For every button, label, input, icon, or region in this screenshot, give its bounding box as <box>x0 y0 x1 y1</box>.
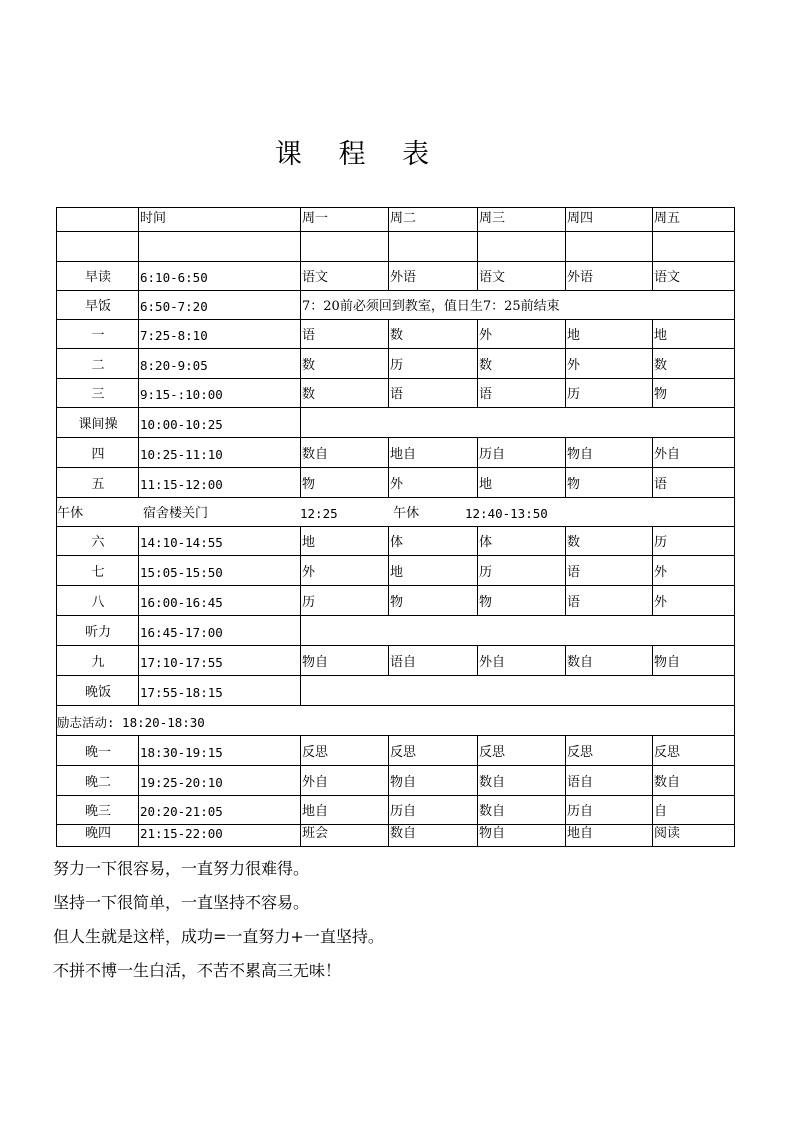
class-cell: 地自 <box>301 796 389 825</box>
note-cell <box>301 616 735 646</box>
table-row <box>57 766 735 796</box>
class-cell: 历自 <box>389 796 478 825</box>
noon-cell <box>57 498 735 527</box>
header-day-cell: 周四 <box>566 208 653 232</box>
motto-line: 努力一下很容易，一直努力很难得。 <box>53 859 310 878</box>
blank-row <box>57 232 735 262</box>
period-cell: 三 <box>57 379 139 408</box>
class-cell: 物自 <box>566 438 653 468</box>
class-cell: 反思 <box>653 736 735 766</box>
time-cell: 20:20-21:05 <box>139 796 301 825</box>
time-cell: 10:00-10:25 <box>139 408 301 438</box>
noon-row <box>57 498 735 527</box>
class-cell: 语文 <box>301 262 389 291</box>
activity-cell: 励志活动: 18:20-18:30 <box>57 706 735 736</box>
class-cell: 反思 <box>566 736 653 766</box>
class-cell: 物 <box>653 379 735 408</box>
motto-block <box>53 852 384 988</box>
class-cell: 阅读 <box>653 825 735 847</box>
time-cell: 11:15-12:00 <box>139 468 301 498</box>
table-row <box>57 616 735 646</box>
period-cell: 晚三 <box>57 796 139 825</box>
time-cell: 6:10-6:50 <box>139 262 301 291</box>
class-cell: 物 <box>389 586 478 616</box>
class-cell: 外 <box>389 468 478 498</box>
class-cell: 历 <box>301 586 389 616</box>
class-cell: 语 <box>389 379 478 408</box>
table-row <box>57 736 735 766</box>
class-cell: 数自 <box>301 438 389 468</box>
class-cell: 数 <box>566 527 653 556</box>
motto-line: 但人生就是这样，成功=一直努力+一直坚持。 <box>53 927 384 946</box>
class-cell: 语自 <box>389 646 478 676</box>
period-cell: 四 <box>57 438 139 468</box>
note-cell: 7：20前必须回到教室，值日生7：25前结束 <box>301 291 735 320</box>
table-row <box>57 291 735 320</box>
motto-line: 坚持一下很简单，一直坚持不容易。 <box>53 893 310 912</box>
time-cell: 16:00-16:45 <box>139 586 301 616</box>
class-cell: 数 <box>301 379 389 408</box>
time-cell: 19:25-20:10 <box>139 766 301 796</box>
class-cell: 语文 <box>478 262 566 291</box>
class-cell: 历 <box>653 527 735 556</box>
time-cell: 8:20-9:05 <box>139 349 301 379</box>
table-row <box>57 676 735 706</box>
class-cell: 外 <box>566 349 653 379</box>
period-cell: 一 <box>57 320 139 349</box>
class-cell: 语 <box>301 320 389 349</box>
time-cell: 14:10-14:55 <box>139 527 301 556</box>
noon-rest: 午休 <box>393 506 420 521</box>
class-cell: 数自 <box>653 766 735 796</box>
empty-cell <box>566 232 653 262</box>
time-cell: 16:45-17:00 <box>139 616 301 646</box>
class-cell: 地自 <box>566 825 653 847</box>
header-day-cell: 周三 <box>478 208 566 232</box>
table-row <box>57 408 735 438</box>
header-time-cell: 时间 <box>139 208 301 232</box>
header-day-cell: 周二 <box>389 208 478 232</box>
class-cell: 数 <box>389 320 478 349</box>
class-cell: 反思 <box>478 736 566 766</box>
class-cell: 体 <box>478 527 566 556</box>
table-row <box>57 556 735 586</box>
class-cell: 数 <box>301 349 389 379</box>
period-cell: 五 <box>57 468 139 498</box>
table-row <box>57 468 735 498</box>
class-cell: 语自 <box>566 766 653 796</box>
header-corner-cell <box>57 208 139 232</box>
class-cell: 外自 <box>301 766 389 796</box>
period-cell: 二 <box>57 349 139 379</box>
noon-dorm: 宿舍楼关门 <box>143 506 209 521</box>
class-cell: 外 <box>653 556 735 586</box>
class-cell: 历自 <box>566 796 653 825</box>
header-row <box>57 208 735 232</box>
table-row <box>57 825 735 847</box>
class-cell: 语 <box>566 556 653 586</box>
empty-cell <box>478 232 566 262</box>
class-cell: 数 <box>478 349 566 379</box>
time-cell: 17:55-18:15 <box>139 676 301 706</box>
class-cell: 反思 <box>389 736 478 766</box>
table-row <box>57 796 735 825</box>
class-cell: 反思 <box>301 736 389 766</box>
class-cell: 历 <box>478 556 566 586</box>
table-row <box>57 262 735 291</box>
table-row <box>57 527 735 556</box>
class-cell: 数 <box>653 349 735 379</box>
class-cell: 班会 <box>301 825 389 847</box>
schedule-table <box>56 207 735 847</box>
activity-row <box>57 706 735 736</box>
time-cell: 15:05-15:50 <box>139 556 301 586</box>
period-cell: 八 <box>57 586 139 616</box>
table-row <box>57 349 735 379</box>
table-row <box>57 438 735 468</box>
class-cell: 外 <box>301 556 389 586</box>
time-cell: 18:30-19:15 <box>139 736 301 766</box>
period-cell: 晚二 <box>57 766 139 796</box>
class-cell: 物 <box>301 468 389 498</box>
class-cell: 历 <box>389 349 478 379</box>
empty-cell <box>653 232 735 262</box>
class-cell: 外自 <box>478 646 566 676</box>
class-cell: 数自 <box>566 646 653 676</box>
class-cell: 语文 <box>653 262 735 291</box>
class-cell: 语 <box>653 468 735 498</box>
time-cell: 21:15-22:00 <box>139 825 301 847</box>
empty-cell <box>57 232 139 262</box>
table-row <box>57 646 735 676</box>
class-cell: 外 <box>478 320 566 349</box>
class-cell: 地 <box>301 527 389 556</box>
empty-cell <box>389 232 478 262</box>
class-cell: 地自 <box>389 438 478 468</box>
period-cell: 课间操 <box>57 408 139 438</box>
period-cell: 晚饭 <box>57 676 139 706</box>
class-cell: 地 <box>653 320 735 349</box>
note-cell <box>301 676 735 706</box>
class-cell: 物 <box>478 586 566 616</box>
period-cell: 早饭 <box>57 291 139 320</box>
class-cell: 数自 <box>478 796 566 825</box>
class-cell: 物自 <box>301 646 389 676</box>
time-cell: 9:15-:10:00 <box>139 379 301 408</box>
header-day-cell: 周五 <box>653 208 735 232</box>
period-cell: 晚一 <box>57 736 139 766</box>
class-cell: 外 <box>653 586 735 616</box>
header-day-cell: 周一 <box>301 208 389 232</box>
class-cell: 历 <box>566 379 653 408</box>
period-cell: 听力 <box>57 616 139 646</box>
time-cell: 7:25-8:10 <box>139 320 301 349</box>
class-cell: 地 <box>389 556 478 586</box>
page-title: 课 程 表 <box>274 139 444 170</box>
note-cell <box>301 408 735 438</box>
time-cell: 17:10-17:55 <box>139 646 301 676</box>
class-cell: 语 <box>566 586 653 616</box>
period-cell: 六 <box>57 527 139 556</box>
time-cell: 6:50-7:20 <box>139 291 301 320</box>
noon-label: 午休 <box>57 506 84 521</box>
table-row <box>57 379 735 408</box>
class-cell: 物自 <box>389 766 478 796</box>
table-row <box>57 586 735 616</box>
class-cell: 地 <box>566 320 653 349</box>
class-cell: 地 <box>478 468 566 498</box>
motto-line: 不拼不博一生白活，不苦不累高三无味！ <box>53 961 342 980</box>
noon-rest-time: 12:40-13:50 <box>465 506 548 521</box>
class-cell: 物自 <box>653 646 735 676</box>
time-cell: 10:25-11:10 <box>139 438 301 468</box>
class-cell: 数自 <box>478 766 566 796</box>
class-cell: 自 <box>653 796 735 825</box>
period-cell: 晚四 <box>57 825 139 847</box>
class-cell: 物 <box>566 468 653 498</box>
class-cell: 历自 <box>478 438 566 468</box>
period-cell: 九 <box>57 646 139 676</box>
class-cell: 物自 <box>478 825 566 847</box>
empty-cell <box>139 232 301 262</box>
period-cell: 七 <box>57 556 139 586</box>
empty-cell <box>301 232 389 262</box>
class-cell: 体 <box>389 527 478 556</box>
noon-dorm-time: 12:25 <box>300 506 338 521</box>
class-cell: 外语 <box>389 262 478 291</box>
class-cell: 数自 <box>389 825 478 847</box>
class-cell: 语 <box>478 379 566 408</box>
class-cell: 外自 <box>653 438 735 468</box>
table-row <box>57 320 735 349</box>
class-cell: 外语 <box>566 262 653 291</box>
period-cell: 早读 <box>57 262 139 291</box>
